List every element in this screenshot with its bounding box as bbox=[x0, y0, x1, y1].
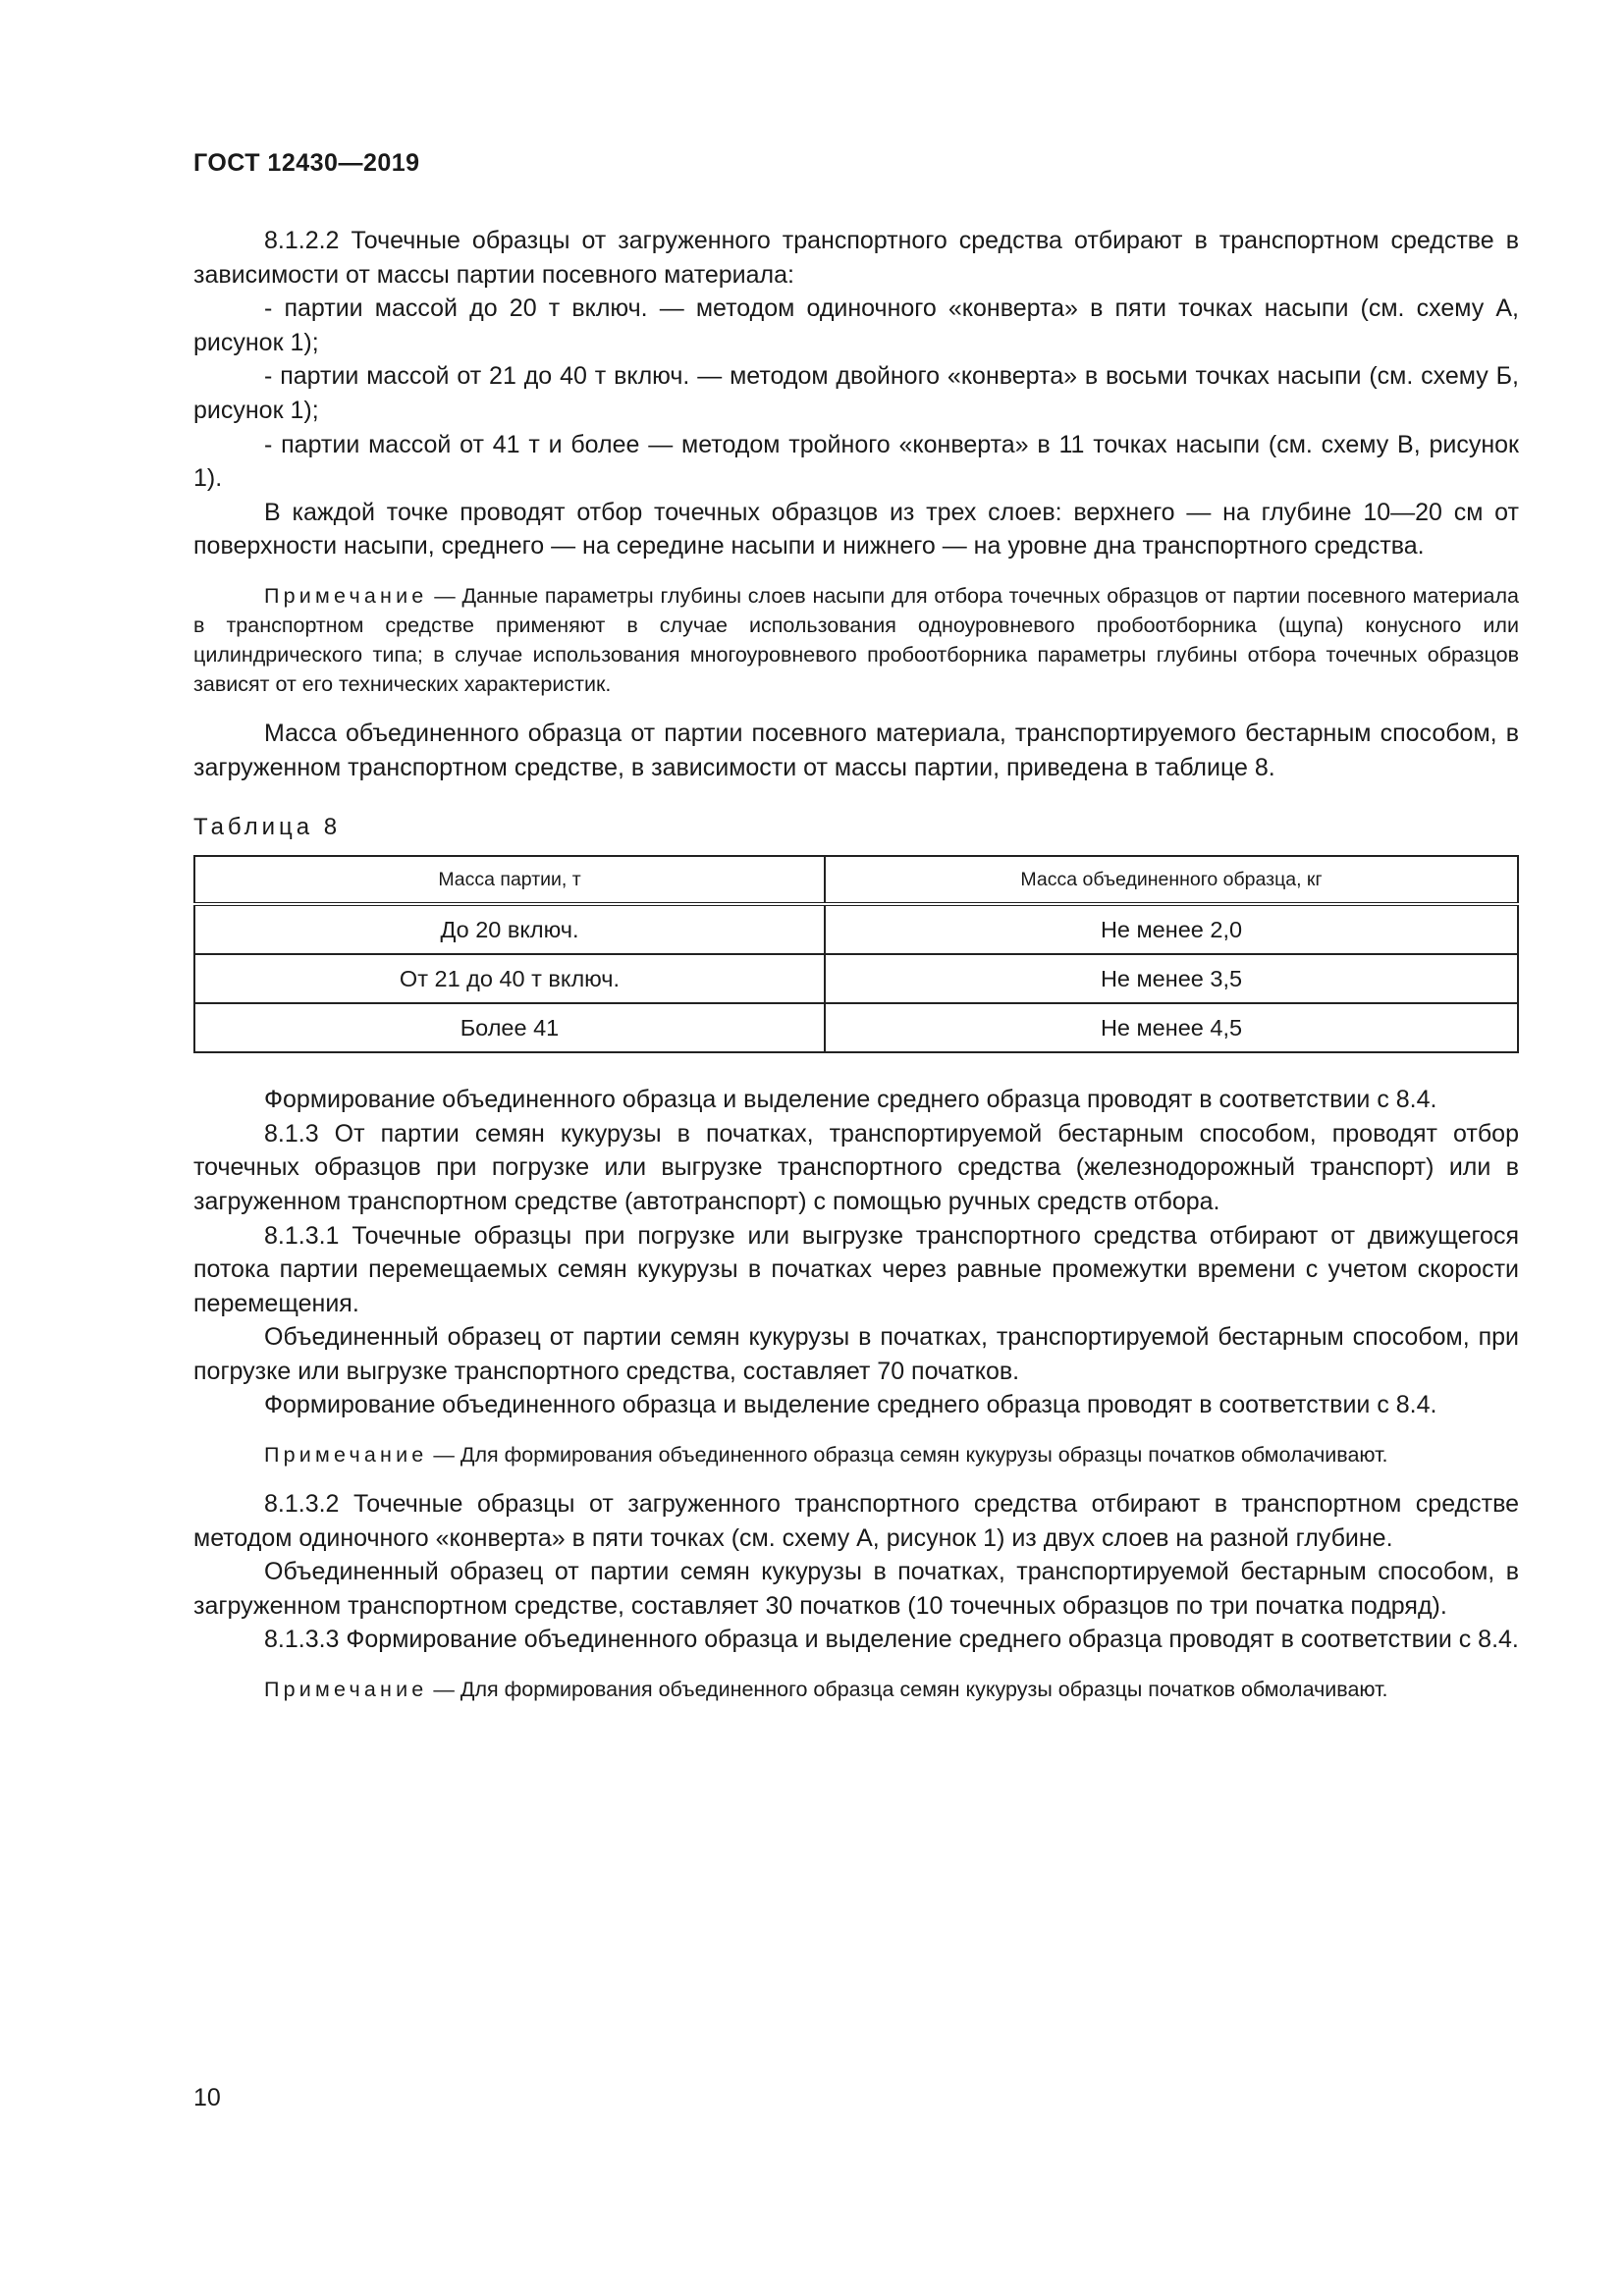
note-2-text: — Для формирования объединенного образца семян кукурузы образцы початков обмолачивают. bbox=[427, 1443, 1388, 1468]
page-number: 10 bbox=[193, 2084, 221, 2111]
paragraph-table-ref: Масса объединенного образца от партии посевного материала, транспортируемого бестарным способом, в загруженном транспортном средстве, в зависимости от массы партии, приведена в таблице 8. bbox=[193, 719, 1519, 781]
paragraph-formation-1: Формирование объединенного образца и выделение среднего образца проводят в соответствии с 8.4. bbox=[264, 1086, 1437, 1114]
document-body bbox=[193, 224, 1519, 1704]
table-header-cell: Масса объединенного образца, кг bbox=[825, 856, 1518, 904]
list-item-up-to-20t: - партии массой до 20 т включ. — методом одиночного «конверта» в пяти точках насыпи (см. схему А, рисунок 1); bbox=[193, 294, 1519, 356]
paragraph-8-1-3-3: 8.1.3.3 Формирование объединенного образца и выделение среднего образца проводят в соответствии с 8.4. bbox=[264, 1626, 1519, 1654]
note-2-label: Примечание bbox=[264, 1443, 428, 1468]
note-1-label: Примечание bbox=[264, 583, 428, 608]
list-item-21-40t: - партии массой от 21 до 40 т включ. — методом двойного «конверта» в восьми точках насыпи (см. схему Б, рисунок 1); bbox=[193, 362, 1519, 424]
document-header: ГОСТ 12430—2019 bbox=[193, 149, 420, 177]
table-cell: Не менее 2,0 bbox=[825, 904, 1518, 954]
table-cell: Не менее 3,5 bbox=[825, 954, 1518, 1003]
table-8 bbox=[193, 855, 1519, 1053]
paragraph-8-1-2-2: 8.1.2.2 Точечные образцы от загруженного транспортного средства отбирают в транспортном средстве в зависимости от массы партии посевного материала: bbox=[193, 227, 1519, 289]
paragraph-70-cobs: Объединенный образец от партии семян кукурузы в початках, транспортируемой бестарным способом, при погрузке или выгрузке транспортного средства, составляет 70 початков. bbox=[193, 1323, 1519, 1385]
note-3-label: Примечание bbox=[264, 1678, 428, 1702]
paragraph-8-1-3-2: 8.1.3.2 Точечные образцы от загруженного транспортного средства отбирают в транспортном средстве методом одиночного «конверта» в пяти точках (см. схему А, рисунок 1) из двух слоев на разной глубине. bbox=[193, 1490, 1519, 1552]
paragraph-layers: В каждой точке проводят отбор точечных образцов из трех слоев: верхнего — на глубине 10—20 см от поверхности насыпи, среднего — на середине насыпи и нижнего — на уровне дна транспортного средства. bbox=[193, 498, 1519, 561]
table-header-row bbox=[194, 856, 1518, 904]
paragraph-8-1-3: 8.1.3 От партии семян кукурузы в початках, транспортируемой бестарным способом, проводят отбор точечных образцов при погрузке или выгрузке транспортного средства (железнодорожный транспорт) или в загруженном транспортном средстве (автотранспорт) с помощью ручных средств отбора. bbox=[193, 1119, 1519, 1215]
note-1 bbox=[193, 581, 1519, 699]
table-row bbox=[194, 1003, 1518, 1052]
paragraph-formation-2: Формирование объединенного образца и выделение среднего образца проводят в соответствии с 8.4. bbox=[264, 1391, 1437, 1419]
list-item-41t-plus: - партии массой от 41 т и более — методом тройного «конверта» в 11 точках насыпи (см. схему В, рисунок 1). bbox=[193, 430, 1519, 493]
table-cell: От 21 до 40 т включ. bbox=[194, 954, 825, 1003]
note-3 bbox=[193, 1675, 1519, 1704]
note-3-text: — Для формирования объединенного образца семян кукурузы образцы початков обмолачивают. bbox=[427, 1678, 1388, 1702]
paragraph-8-1-3-1: 8.1.3.1 Точечные образцы при погрузке или выгрузке транспортного средства отбирают от движущегося потока партии перемещаемых семян кукурузы в початках через равные промежутки времени с учетом скорости перемещения. bbox=[193, 1221, 1519, 1317]
table-cell: Не менее 4,5 bbox=[825, 1003, 1518, 1052]
table-row bbox=[194, 904, 1518, 954]
table-row bbox=[194, 954, 1518, 1003]
note-1-text: — Данные параметры глубины слоев насыпи для отбора точечных образцов от партии посевного материала в транспортном средстве применяют в случае использования одноуровневого пробоотборника (щупа) конусного или цилиндрического типа; в случае использования многоуровневого пробоотборника параметры глубины отбора точечных образцов зависят от его технических характеристик. bbox=[193, 583, 1519, 696]
table-caption: Таблица 8 bbox=[193, 814, 342, 841]
table-cell: Более 41 bbox=[194, 1003, 825, 1052]
table-cell: До 20 включ. bbox=[194, 904, 825, 954]
note-2 bbox=[193, 1440, 1519, 1469]
table-header-cell: Масса партии, т bbox=[194, 856, 825, 904]
paragraph-30-cobs: Объединенный образец от партии семян кукурузы в початках, транспортируемой бестарным способом, в загруженном транспортном средстве, составляет 30 початков (10 точечных образцов по три початка подряд). bbox=[193, 1558, 1519, 1620]
